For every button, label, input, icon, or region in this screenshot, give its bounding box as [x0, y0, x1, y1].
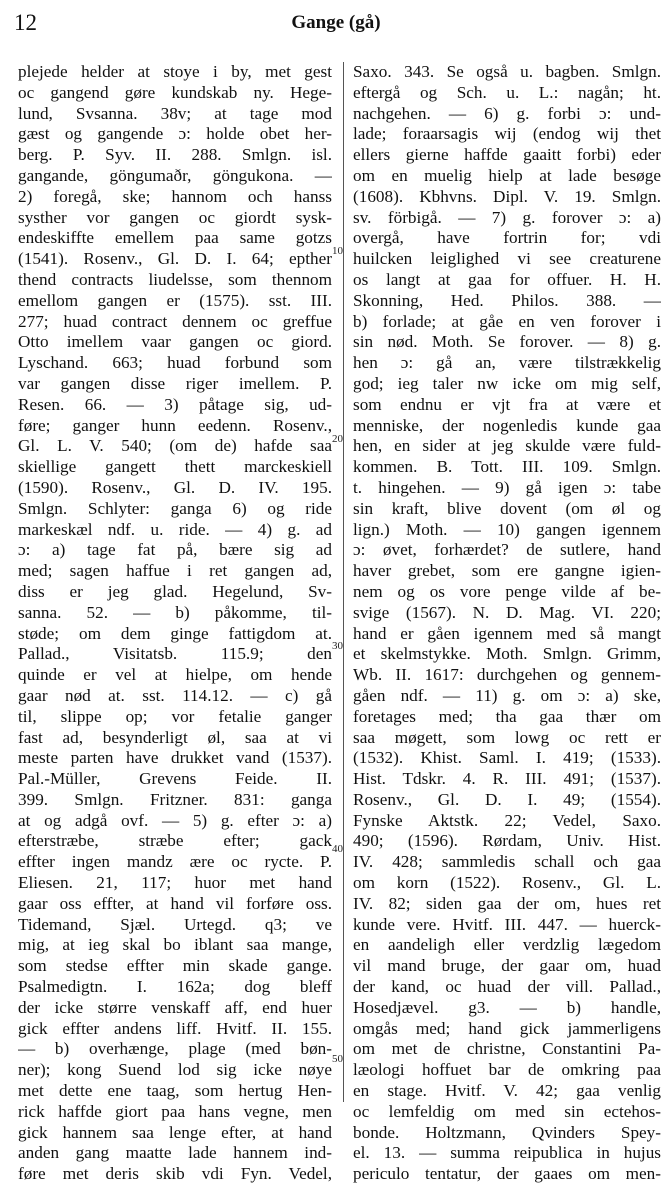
text-line: menniske, der nogenledis kunde gaa: [353, 415, 661, 435]
text-line: hand er gåen igennem med så mangt: [353, 623, 661, 643]
text-line: Smlgn. Schlyter: ganga 6) og ride: [18, 498, 332, 518]
text-line: lund, Svsanna. 38v; at tage mod: [18, 103, 332, 123]
text-line: t. hingehen. — 9) gå igen ɔ: tabe: [353, 477, 661, 497]
text-line: Pal.-Müller, Grevens Feide. II.: [18, 769, 332, 789]
text-line: plejede helder at stoye i by, met gest: [18, 62, 332, 81]
page-number: 12: [14, 10, 37, 35]
text-line: IV. 82; siden gaa der om, hues ret: [353, 893, 661, 913]
text-line: ner); kong Suend lod sig icke nøye: [18, 1060, 332, 1080]
text-line: foretages med; tha gaa thær om: [353, 706, 661, 726]
text-line: anden gang maatte lade hannem ind-: [18, 1143, 332, 1163]
text-line: Psalmedigtn. I. 162a; dog bleff: [18, 977, 332, 997]
text-line: os langt at gaa for offuer. H. H.: [353, 269, 661, 289]
text-line: om met de christne, Constantini Pa-: [353, 1039, 661, 1059]
text-line: 399. Smlgn. Fritzner. 831: ganga: [18, 789, 332, 809]
text-line: systher vor gangen oc giordt sysk-: [18, 207, 332, 227]
text-line: lign.) Moth. — 10) gangen igennem: [353, 519, 661, 539]
text-line: Hosedjævel. g3. — b) handle,: [353, 997, 661, 1017]
text-line: overgå, have fortrin for; vdi: [353, 228, 661, 248]
text-line: en stage. Hvitf. V. 42; gaa venlig: [353, 1081, 661, 1101]
text-line: quinde er vel at hielpe, om hende: [18, 665, 332, 685]
text-line: føre; ganger hunn eedenn. Rosenv.,: [18, 415, 332, 435]
text-line: el. 13. — summa reipublica in hujus: [353, 1143, 661, 1163]
text-line: omgås med; hand gick jammerligens: [353, 1018, 661, 1038]
text-line: læologi hoffuet bar de omkring paa: [353, 1060, 661, 1080]
text-line: haver grebet, som ere gangne igien-: [353, 561, 661, 581]
text-line: med; sagen haffue i ret gangen ad,: [18, 561, 332, 581]
text-line: berg. P. Syv. II. 288. Smlgn. isl.: [18, 145, 332, 165]
text-line: thend contracts liudelsse, som thennom: [18, 269, 332, 289]
text-line: Otto imellem vaar gangen oc giord.: [18, 332, 332, 352]
text-line: rick haffde giort paa hans vegne, men: [18, 1101, 332, 1121]
text-line: Eliesen. 21, 117; huor met hand: [18, 873, 332, 893]
text-line: hen, en sider at jeg skulde være fuld-: [353, 436, 661, 456]
text-line: som endnu er vjt fra at være et: [353, 394, 661, 414]
text-line: var gangen disse riger imellem. P.: [18, 373, 332, 393]
text-line: ellers gierne haffde gaaitt forbi) eder: [353, 145, 661, 165]
text-line: ɔ: a) tage fat på, bære sig ad: [18, 540, 332, 560]
text-line: huilcken leiglighed vi see creaturene: [353, 249, 661, 269]
text-line: IV. 428; sammledis schall och gaa: [353, 852, 661, 872]
text-line: Fynske Aktstk. 22; Vedel, Saxo.: [353, 810, 661, 830]
text-line: hen ɔ: gå an, være tilstrækkelig: [353, 353, 661, 373]
line-number-30: 30: [332, 640, 343, 652]
text-line: fast ad, besynderligt øl, saa at vi: [18, 727, 332, 747]
text-line: nem og os vore penge vilde af be-: [353, 581, 661, 601]
line-number-50: 50: [332, 1053, 343, 1065]
text-line: bonde. Holtzmann, Qvinders Spey-: [353, 1122, 661, 1142]
text-line: svige (1567). N. D. Mag. VI. 220;: [353, 602, 661, 622]
text-line: sin nød. Moth. Se forover. — 8) g.: [353, 332, 661, 352]
text-line: Skonning, Hed. Philos. 388. —: [353, 290, 661, 310]
text-line: efterstræbe, stræbe efter; gack: [18, 831, 332, 851]
text-line: endeskiffte emellem paa same gotzs: [18, 228, 332, 248]
text-line: Tidemand, Sjæl. Urtegd. q3; ve: [18, 914, 332, 934]
text-line: met dette ene taag, som hertug Hen-: [18, 1081, 332, 1101]
text-line: gæst og gangende ɔ: holde obet her-: [18, 124, 332, 144]
line-number-10: 10: [332, 245, 343, 257]
text-line: gaar oss effter, at hand vil forføre oss.: [18, 893, 332, 913]
text-line: 490; (1596). Rørdam, Univ. Hist.: [353, 831, 661, 851]
text-line: gangande, göngumaðr, göngukona. —: [18, 165, 332, 185]
text-line: sv. förbigå. — 7) g. forover ɔ: a): [353, 207, 661, 227]
text-line: markeskæl ndf. u. ride. — 4) g. ad: [18, 519, 332, 539]
text-line: et skelmstykke. Moth. Smlgn. Grimm,: [353, 644, 661, 664]
text-line: kommen. B. Tott. III. 109. Smlgn.: [353, 457, 661, 477]
text-line: Wb. II. 1617: durchgehen og gennem-: [353, 665, 661, 685]
text-line: oc lemfeldig om med sin ectehos-: [353, 1101, 661, 1121]
text-line: Hist. Tdskr. 4. R. III. 491; (1537).: [353, 769, 661, 789]
text-line: gick effter andens liff. Hvitf. II. 155.: [18, 1018, 332, 1038]
text-line: meste parten have drukket vand (1537).: [18, 748, 332, 768]
text-line: emellom gangen er (1575). sst. III.: [18, 290, 332, 310]
text-line: skiellige gangett thett marckeskiell: [18, 457, 332, 477]
text-line: mig, at ieg skal bo iblant saa mange,: [18, 935, 332, 955]
text-line: gåen ndf. — 11) g. om ɔ: a) ske,: [353, 685, 661, 705]
running-title: Gange (gå): [291, 12, 381, 33]
text-line: god; ieg taler nw icke om mig self,: [353, 373, 661, 393]
text-line: nachgehen. — 6) g. forbi ɔ: und-: [353, 103, 661, 123]
right-column: [353, 62, 661, 1185]
column-divider: [343, 62, 344, 1102]
left-column: [18, 62, 332, 1185]
line-number-40: 40: [332, 843, 343, 855]
text-line: Rosenv., Gl. D. I. 49; (1554).: [353, 789, 661, 809]
text-line: kunde vere. Hvitf. III. 447. — huerck-: [353, 914, 661, 934]
text-line: om en muelig hielp at lade besøge: [353, 165, 661, 185]
text-line: — b) overhænge, plage (med bøn-: [18, 1039, 332, 1059]
text-line: effter ingen mandz ære oc rycte. P.: [18, 852, 332, 872]
text-line: Resen. 66. — 3) påtage sig, ud-: [18, 394, 332, 414]
text-line: 277; huad contract dennem oc greffue: [18, 311, 332, 331]
text-line: gick hannem saa lenge efter, at hand: [18, 1122, 332, 1142]
text-line: sanna. 52. — b) påkomme, til-: [18, 602, 332, 622]
text-line: (1532). Khist. Saml. I. 419; (1533).: [353, 748, 661, 768]
text-line: (1541). Rosenv., Gl. D. I. 64; epther: [18, 249, 332, 269]
text-line: der kand, oc huad der vill. Pallad.,: [353, 977, 661, 997]
text-line: b) forlade; at gåe en ven forover i: [353, 311, 661, 331]
text-line: Lyschand. 663; huad forbund som: [18, 353, 332, 373]
line-number-20: 20: [332, 433, 343, 445]
text-line: Gl. L. V. 540; (om de) hafde saa: [18, 436, 332, 456]
text-line: periculo tentatur, der gaaes om men-: [353, 1164, 661, 1184]
text-line: gaar nød at. sst. 114.12. — c) gå: [18, 685, 332, 705]
text-line: en aandeligh eller verdzlig lægedom: [353, 935, 661, 955]
text-line: eftergå og Sch. u. L.: nagån; ht.: [353, 82, 661, 102]
text-line: oc gangend gøre kundskab ny. Hege-: [18, 82, 332, 102]
text-line: om korn (1522). Rosenv., Gl. L.: [353, 873, 661, 893]
text-line: ɔ: øvet, forhærdet? de sutlere, hand: [353, 540, 661, 560]
text-line: lade; foraarsagis wij (endog wij thet: [353, 124, 661, 144]
text-line: støde; om dem ginge fattigdom at.: [18, 623, 332, 643]
text-line: Pallad., Visitatsb. 115.9; den: [18, 644, 332, 664]
text-line: vil mand bruge, der gaar om, huad: [353, 956, 661, 976]
text-line: der icke større venskaff aff, end huer: [18, 997, 332, 1017]
text-line: saa møgett, som lowg oc rett er: [353, 727, 661, 747]
text-line: Saxo. 343. Se også u. bagben. Smlgn.: [353, 62, 661, 81]
text-line: 2) foregå, ske; hannom och hanss: [18, 186, 332, 206]
text-line: til, slippe op; vor fetalie ganger: [18, 706, 332, 726]
text-line: (1608). Kbhvns. Dipl. V. 19. Smlgn.: [353, 186, 661, 206]
text-line: diss er jeg glad. Hegelund, Sv-: [18, 581, 332, 601]
text-line: sin kraft, blive dovent (om øl og: [353, 498, 661, 518]
text-line: at og adgå ovf. — 5) g. efter ɔ: a): [18, 810, 332, 830]
text-line: føre met deris skib vdi Fyn. Vedel,: [18, 1164, 332, 1184]
text-line: (1590). Rosenv., Gl. D. IV. 195.: [18, 477, 332, 497]
text-line: som stedse effter min skade gange.: [18, 956, 332, 976]
page-header: [0, 6, 672, 36]
